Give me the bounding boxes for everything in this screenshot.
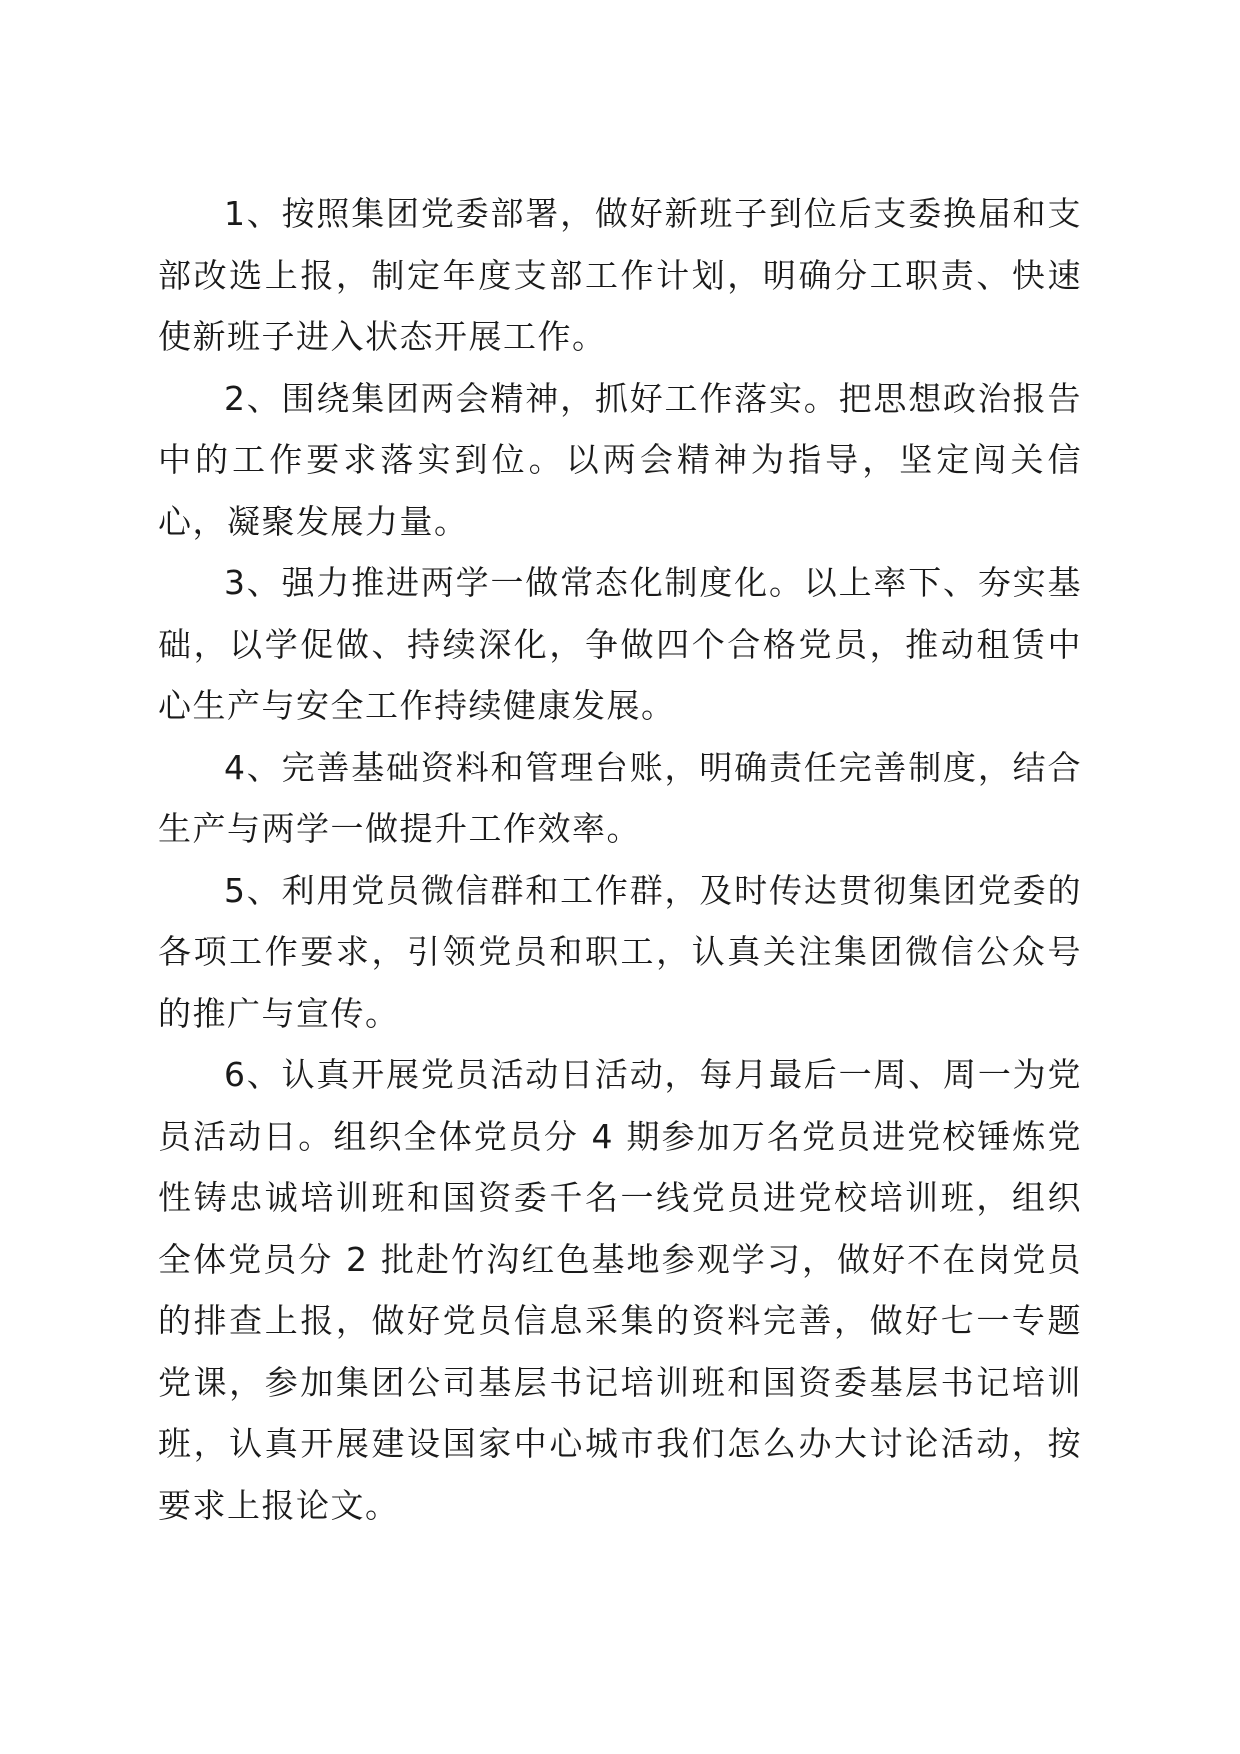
paragraph-3: 3、强力推进两学一做常态化制度化。以上率下、夯实基础，以学促做、持续深化，争做四个合格党员，推动租赁中心生产与安全工作持续健康发展。 xyxy=(158,563,1082,725)
paragraph-2: 2、围绕集团两会精神，抓好工作落实。把思想政治报告中的工作要求落实到位。以两会精神为指导，坚定闯关信心，凝聚发展力量。 xyxy=(158,378,1082,541)
paragraph-6: 6、认真开展党员活动日活动，每月最后一周、周一为党员活动日。组织全体党员分 4 期参加万名党员进党校锤炼党性铸忠诚培训班和国资委千名一线党员进党校培训班，组织全体党员分 2 批赴竹沟红色基地参观学习，做好不在岗党员的排查上报，做好党员信息采集的资料完善，做好七一专题党课，参加集团公司基层书记培训班和国资委基层书记培训班，认真开展建设国家中心城市我们怎么办大讨论活动，按要求上报论文。 xyxy=(158,1055,1082,1525)
paragraph-1: 1、按照集团党委部署，做好新班子到位后支委换届和支部改选上报，制定年度支部工作计划，明确分工职责、快速使新班子进入状态开展工作。 xyxy=(158,194,1082,356)
paragraph-4: 4、完善基础资料和管理台账，明确责任完善制度，结合生产与两学一做提升工作效率。 xyxy=(158,747,1082,848)
document-body xyxy=(158,183,1082,1536)
paragraph-5: 5、利用党员微信群和工作群，及时传达贯彻集团党委的各项工作要求，引领党员和职工，认真关注集团微信公众号的推广与宣传。 xyxy=(158,870,1082,1033)
